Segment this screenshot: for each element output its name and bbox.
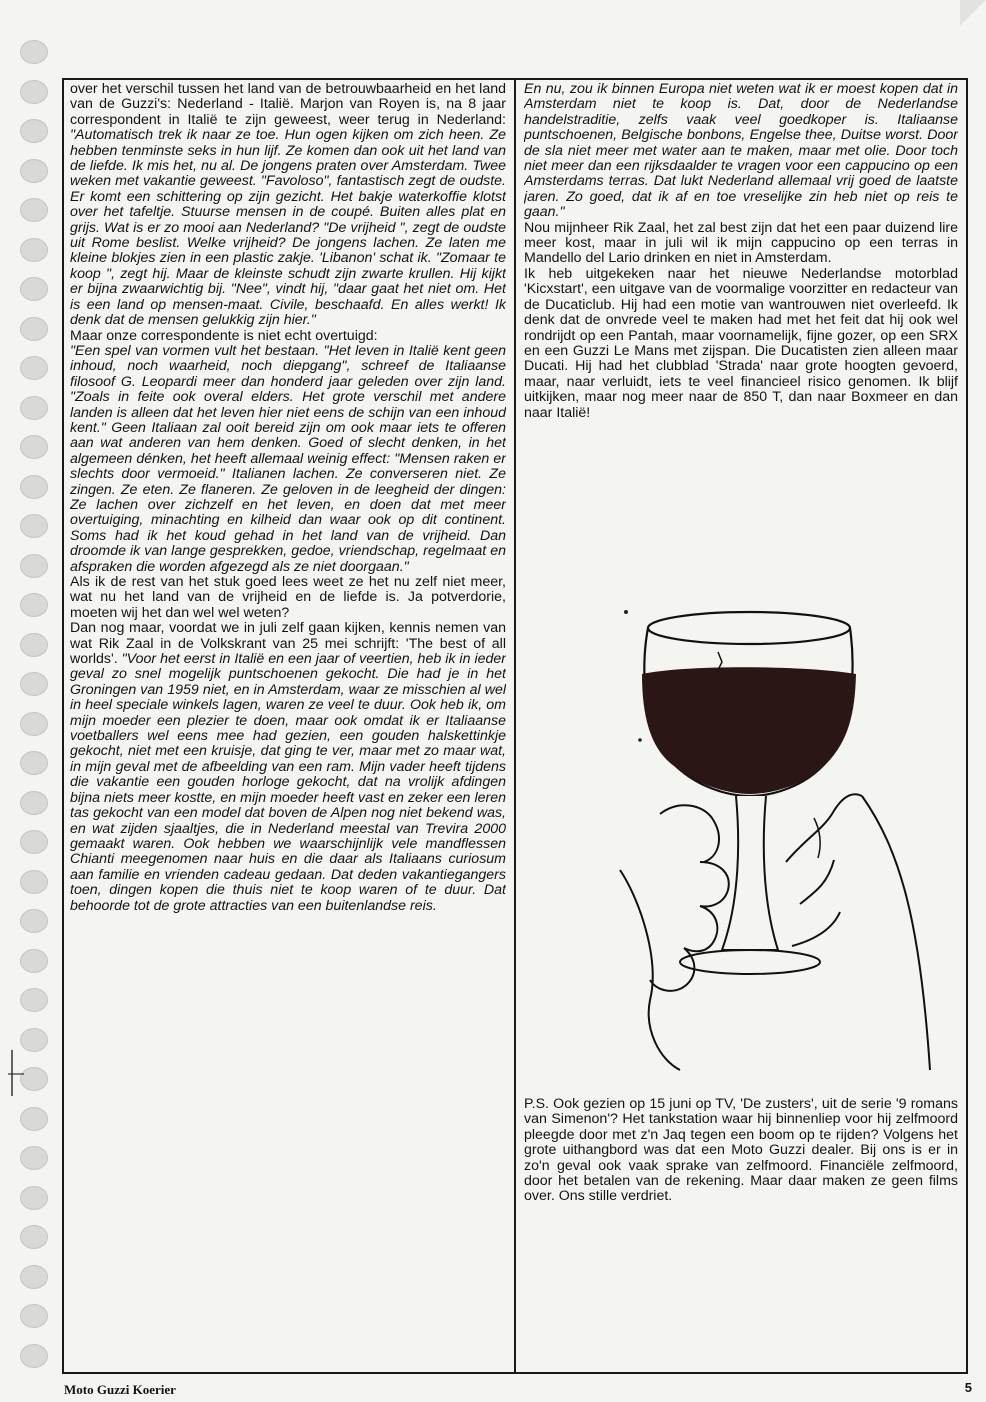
body-text: over het verschil tussen het land van de betrouwbaarheid en het land van de Guzzi's: Nederland - Italië. Marjon van Royen is, na 8 jaar correspondent in Italië te zijn geweest, weer terug in Nederland: — [70, 82, 506, 128]
body-text: Als ik de rest van het stuk goed lees weet ze het nu zelf niet meer, wat nu het land van de vrijheid en de liefde is. Ja potverdorie, moeten wij het dan wel wel weten? — [70, 574, 506, 621]
binder-hole — [20, 751, 48, 775]
margin-pen-mark — [6, 1048, 26, 1098]
binder-hole — [20, 238, 48, 262]
paragraph — [70, 621, 506, 914]
binder-hole — [20, 396, 48, 420]
binder-hole — [20, 317, 48, 341]
body-text: Nou mijnheer Rik Zaal, het zal best zijn dat het een paar duizend lire meer kost, maar in juli wil ik mijn cappucino op een terras in Mandello del Lario drinken en niet in Amsterdam. — [524, 219, 958, 267]
paragraph — [70, 344, 506, 575]
binder-hole — [20, 40, 48, 64]
binder-hole — [20, 356, 48, 380]
body-text: Dan nog maar, voordat we in juli zelf gaan kijken, kennis nemen van wat Rik Zaal in de Volkskrant van 25 mei schrijft: 'The best of all worlds'. — [70, 620, 506, 668]
left-column — [70, 82, 506, 1332]
paragraph — [70, 82, 506, 329]
binder-hole — [20, 1107, 48, 1131]
binder-hole — [20, 830, 48, 854]
binder-hole — [20, 554, 48, 578]
paragraph — [524, 267, 958, 421]
binder-hole — [20, 949, 48, 973]
binder-hole — [20, 1344, 48, 1368]
quoted-text: "Voor het eerst in Italië en een jaar of veertien, heb ik in ieder geval zo snel mogelijk puntschoenen gekocht. Die had je in het Groningen van 1959 niet, en in Amsterdam, waar ze misschien al wel in heel speciale winkels lagen, waren ze veel te duur. Ook heb ik, om mijn moeder een plezier te doen, maar ook omdat ik er Italiaanse voetballers wel eens mee had gezien, een gouden halskettinkje gekocht, niet met een kruisje, dat ging te ver, maar met zo maar wat, in mijn geval met de afbeelding van een ram. Mijn vader heeft tijdens die vakantie een gouden horloge gekocht, dat na vrolijk afdingen bijna niets meer kostte, en mijn moeder heeft vast en zeker een leren tas gekocht van een model dat boven de Alpen nog niet bekend was, en wat zijden sjaaltjes, die in Nederland meestal van Trevira 2000 gemaakt waren. Ook hebben we waarschijnlijk vele mandflessen Chianti meegenomen naar huis en die daar als Italiaans curiosum aan familie en vrienden cadeau gedaan. Dat deden vakantiegangers toen, dingen kopen die thuis niet te koop waren of te duur. Dat behoorde tot de grote attracties van een buitenlandse reis. — [70, 651, 506, 914]
binder-hole — [20, 1304, 48, 1328]
binder-hole — [20, 119, 48, 143]
column-divider — [514, 78, 516, 1374]
body-text: Ik heb uitgekeken naar het nieuwe Nederlandse motorblad 'Kicxstart', een uitgave van de voormalige voorzitter en redacteur van de Ducaticlub. Hij had een motie van wantrouwen niet overleefd. Ik denk dat de onvrede veel te maken had met het feit dat hij ook wel rondrijdt op een Pantah, maar voornamelijk, fijne gozer, op een SRX en een Guzzi Le Mans met zijspan. Die Ducatisten zien alleen maar Ducati. Hij had het clubblad 'Strada' naar grote hoogten gevoerd, maar, naar verluidt, iets te veel financieel risico genomen. Ik blijf uitkijken, maar nog meer naar de 850 T, dan naar Boxmeer en dan naar Italië! — [524, 265, 958, 421]
binder-hole — [20, 1146, 48, 1170]
binder-hole — [20, 593, 48, 617]
quoted-text: "Automatisch trek ik naar ze toe. Hun ogen kijken om zich heen. Ze hebben tenminste seks in hun lijf. Ze komen dan ook uit het land van de liefde. Ik mis het, nu al. De jongens praten over Amsterdam. Twee weken met vakantie geweest. "Favoloso", fantastisch zegt de oudste. Er komt een schittering op zijn gezicht. Het bakje waterkoffie klotst over het tafeltje. Stuurse mensen in de coupé. Buiten alles plat en grijs. Wat is er zo mooi aan Nederland? "De vrijheid ", zegt de oudste uit Rome beslist. Welke vrijheid? De jongens lachen. Ze laten me kleine blokjes zien in een plastic zakje. 'Libanon' schat ik. "Zomaar te koop ", zegt hij. Maar de kleinste schudt zijn zwarte krullen. Hij kijkt er bijna zwaarwichtig bij. "Nee", vindt hij, "daar gaat het niet om. Het is een land op mensen-maat. Civile, beschaafd. En alles werkt! Ik denk dat de mensen gelukkig zijn hier." — [70, 127, 506, 329]
binder-hole — [20, 277, 48, 301]
binder-hole — [20, 1225, 48, 1249]
paragraph — [524, 1097, 958, 1205]
wine-glass-in-hand-icon — [600, 600, 940, 1080]
page-number: 5 — [964, 1380, 972, 1395]
binder-hole — [20, 1186, 48, 1210]
body-text: P.S. Ook gezien op 15 juni op TV, 'De zusters', uit de serie '9 romans van Simenon'? Het tankstation waar hij binnenliep voor hij zelfmoord pleegde door met z'n Jaq tegen een boom op te rijden? Volgens het grote uithangbord was dat een Moto Guzzi dealer. Bij ons is er in zo'n geval ook vaak sprake van zelfmoord. Financiële zelfmoord, door het betalen van de rekening. Maar daar maken ze geen films over. Ons stille verdriet. — [524, 1097, 958, 1205]
binder-hole — [20, 1265, 48, 1289]
quoted-text: "Een spel van vormen vult het bestaan. "Het leven in Italië kent geen inhoud, noch waarheid, noch diepgang", schreef de Italiaanse filosoof G. Leopardi meer dan honderd jaar geleden over zijn land. "Zoals in feite ook overal elders. Het grote verschil met andere landen is alleen dat het leven hier niet eens de schijn van een inhoud kent." Geen Italiaan zal ooit bereid zijn om ook maar iets te offeren aan wat anderen van hem denken. Goed of slecht denken, in het algemeen dénken, het heeft allemaal weinig effect: "Mensen raken er slechts door vermoeid." Italianen lachen. Ze converseren niet. Ze zingen. Ze eten. Ze flaneren. Ze geloven in de leegheid der dingen: Ze lachen over zichzelf en het leven, en doen dat met meer overtuiging, minachting en kilheid dan waar ook op dit continent. Soms had ik het koud gehad in het land van de vrijheid. Dan droomde ik van lange gesprekken, gedoe, vriendschap, regelmaat en afspraken die worden afgezegd als ze niet doorgaan." — [70, 342, 506, 575]
right-column-top — [524, 82, 958, 592]
publication-name: Moto Guzzi Koerier — [64, 1382, 176, 1397]
binder-hole — [20, 909, 48, 933]
binder-hole — [20, 475, 48, 499]
right-column-postscript — [524, 1097, 958, 1297]
quoted-text: En nu, zou ik binnen Europa niet weten wat ik er moest kopen dat in Amsterdam niet te koop is. Dat, door de Nederlandse handelstraditie, zelfs vaak veel goedkoper is. Italiaanse puntschoenen, Belgische bonbons, Engelse thee, Duitse worst. Door de sla niet meer met water aan te maken, maar met olie. Door toch niet meer dan een rijksdaalder te vragen voor een cappucino op een Amsterdams terras. Dat lukt Nederland allemaal vrij goed de laatste jaren. Zo goed, dat ik af en toe vreselijke zin heb niet op reis te gaan." — [524, 82, 958, 221]
binder-hole — [20, 870, 48, 894]
binder-hole — [20, 80, 48, 104]
binder-holes — [20, 40, 50, 1390]
binder-hole — [20, 198, 48, 222]
page-corner-fold — [960, 0, 986, 26]
paragraph — [524, 221, 958, 267]
binder-hole — [20, 514, 48, 538]
binder-hole — [20, 435, 48, 459]
binder-hole — [20, 159, 48, 183]
binder-hole — [20, 791, 48, 815]
binder-hole — [20, 988, 48, 1012]
paragraph — [70, 575, 506, 621]
binder-hole — [20, 633, 48, 657]
binder-hole — [20, 672, 48, 696]
body-text: Maar onze correspondente is niet echt overtuigd: — [70, 327, 378, 344]
binder-hole — [20, 712, 48, 736]
paragraph — [70, 329, 506, 344]
paragraph — [524, 82, 958, 221]
